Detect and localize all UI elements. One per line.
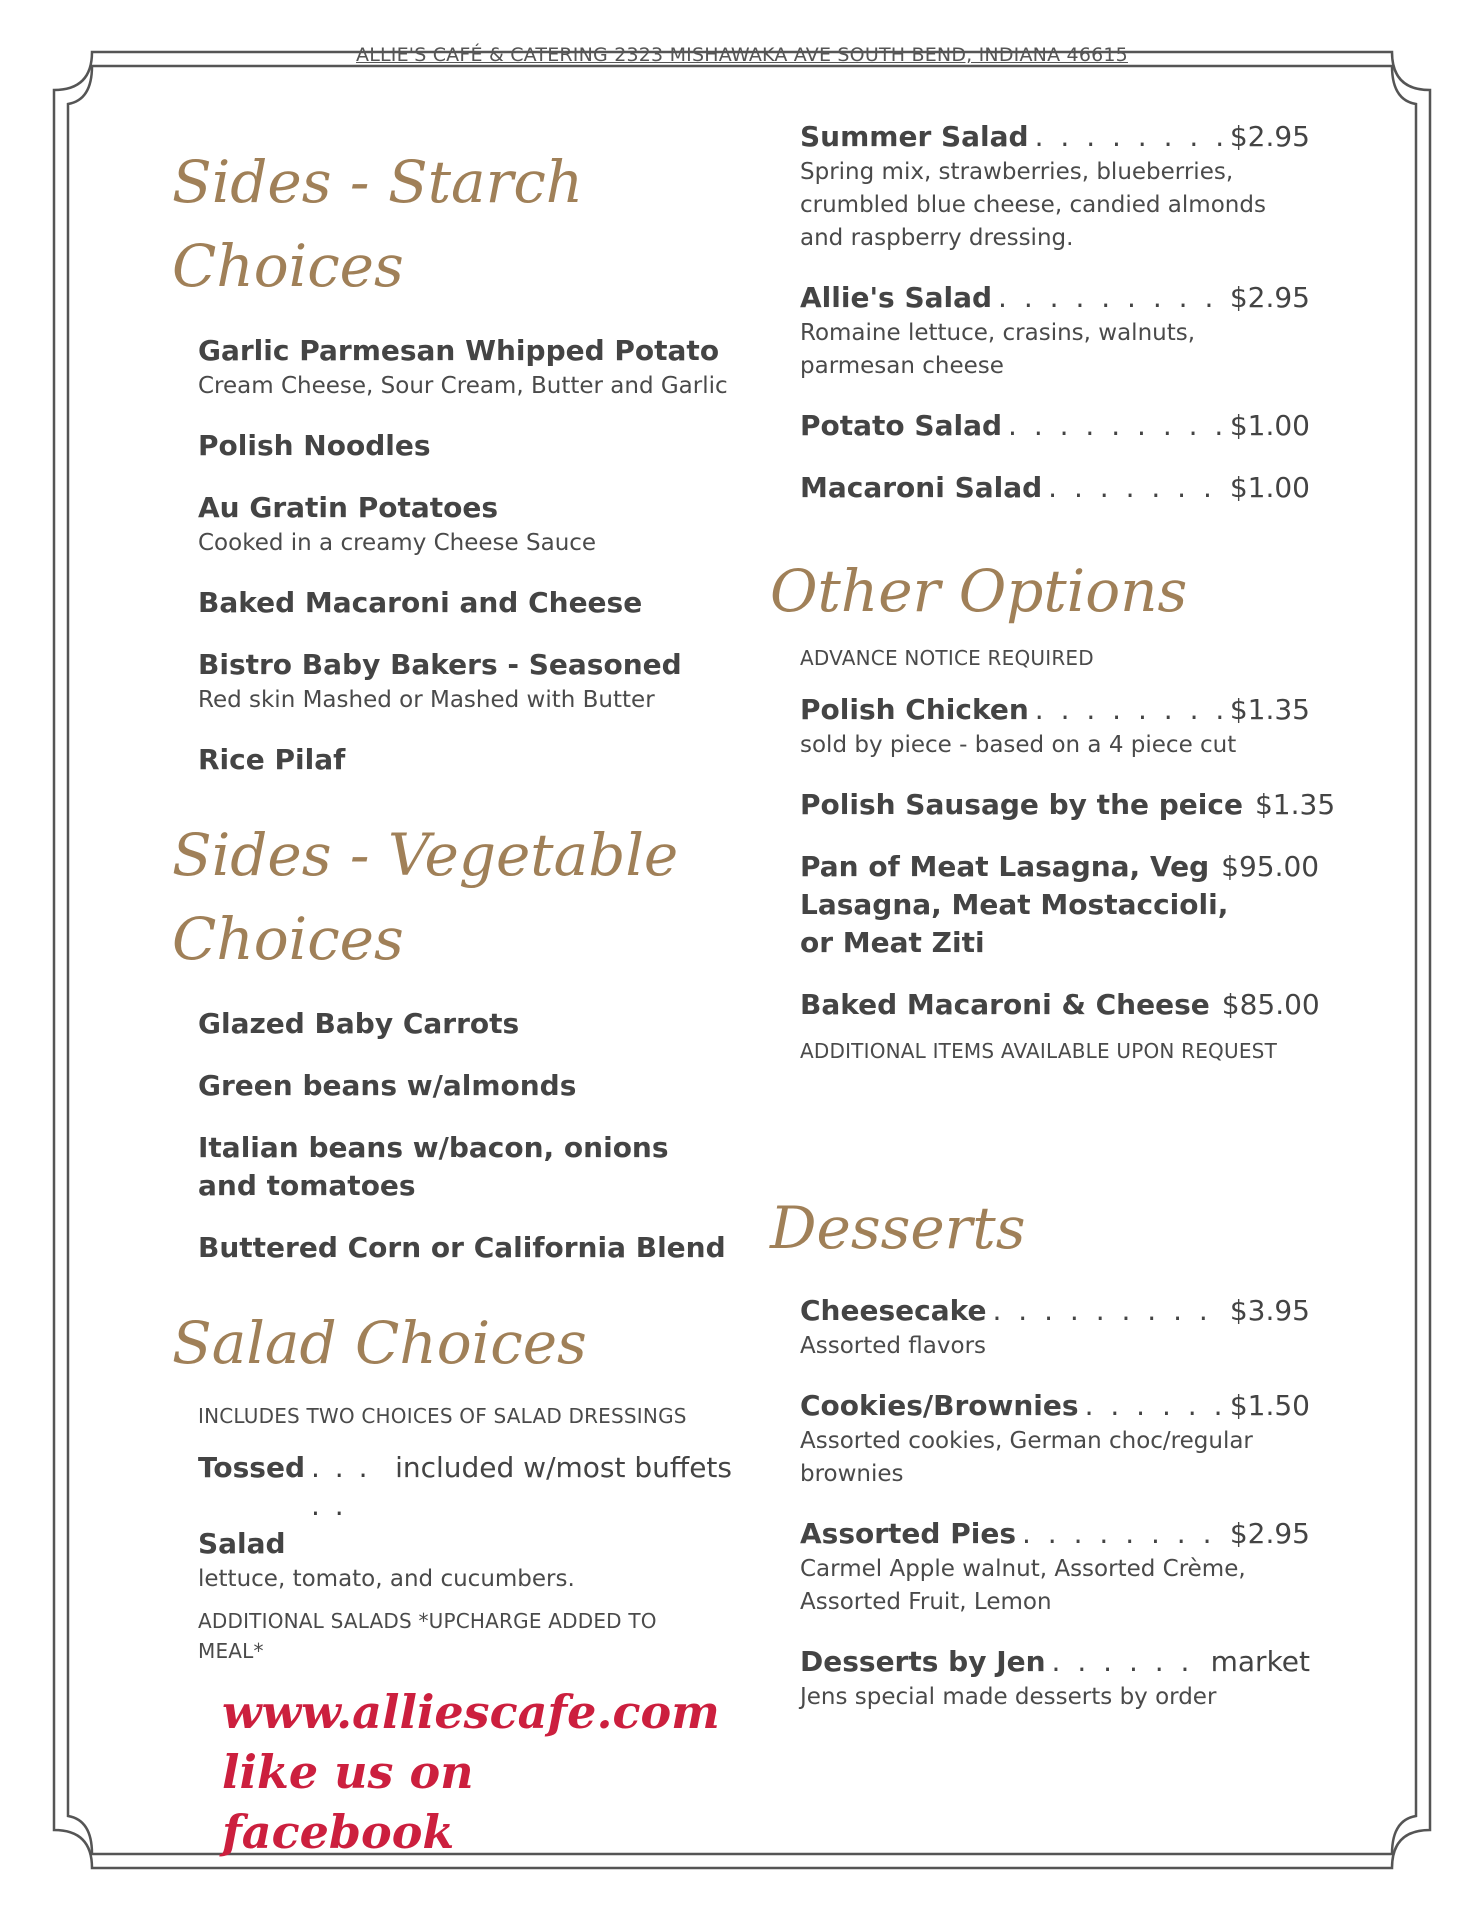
item-name: Bistro Baby Bakers - Seasoned bbox=[198, 648, 682, 681]
list-item bbox=[800, 1387, 1310, 1491]
list-item bbox=[800, 1292, 1310, 1363]
item-name: Tossed bbox=[198, 1451, 305, 1484]
list-item bbox=[800, 691, 1310, 762]
item-name: Desserts by Jen bbox=[800, 1645, 1046, 1678]
item-name: Green beans w/almonds bbox=[198, 1069, 577, 1102]
item-description: Romaine lettuce, crasins, walnuts, parmesan cheese bbox=[800, 320, 1196, 379]
dot-leader bbox=[1022, 1515, 1224, 1553]
item-name: Italian beans w/bacon, onions and tomatoes bbox=[198, 1131, 669, 1202]
item-description: Spring mix, strawberries, blueberries, crumbled blue cheese, candied almonds and raspberry dressing. bbox=[800, 159, 1266, 251]
salad-upcharge-note: ADDITIONAL SALADS *UPCHARGE ADDED TO MEAL* bbox=[198, 1609, 657, 1663]
item-name: Assorted Pies bbox=[800, 1517, 1016, 1550]
additional-items-note: ADDITIONAL ITEMS AVAILABLE UPON REQUEST bbox=[800, 1039, 1277, 1063]
item-price: $85.00 bbox=[1221, 988, 1320, 1021]
list-item bbox=[800, 118, 1310, 255]
item-description: Jens special made desserts by order bbox=[800, 1684, 1217, 1710]
list-item bbox=[800, 407, 1310, 445]
list-item bbox=[198, 332, 732, 403]
item-name: Lasagna, Meat Mostaccioli, or Meat Ziti bbox=[800, 888, 1229, 959]
dot-leader bbox=[1008, 407, 1224, 445]
section-title-vegetable: Sides - Vegetable Choices bbox=[172, 821, 679, 973]
item-price: $95.00 bbox=[1221, 850, 1320, 883]
list-item bbox=[198, 741, 732, 779]
section-title-desserts: Desserts bbox=[770, 1194, 1026, 1262]
list-item bbox=[198, 1129, 732, 1205]
item-name: Potato Salad bbox=[800, 409, 1003, 442]
list-item bbox=[800, 1643, 1310, 1714]
item-name: Pan of Meat Lasagna, Veg bbox=[800, 850, 1210, 883]
dot-leader bbox=[1035, 118, 1224, 156]
dot-leader bbox=[1052, 1643, 1205, 1681]
item-description: Cooked in a creamy Cheese Sauce bbox=[198, 530, 597, 556]
dot-leader bbox=[1048, 469, 1224, 507]
item-name: Macaroni Salad bbox=[800, 471, 1043, 504]
item-price: $1.00 bbox=[1229, 471, 1310, 504]
item-price: $1.00 bbox=[1229, 409, 1310, 442]
item-name: Garlic Parmesan Whipped Potato bbox=[198, 334, 720, 367]
dot-leader bbox=[1085, 1387, 1224, 1425]
item-description: sold by piece - based on a 4 piece cut bbox=[800, 732, 1237, 758]
list-item bbox=[198, 1005, 732, 1043]
section-title-salad: Salad Choices bbox=[172, 1309, 587, 1377]
item-name: Salad bbox=[198, 1527, 286, 1560]
item-name: Rice Pilaf bbox=[198, 743, 346, 776]
facebook-text: like us on facebook bbox=[222, 1745, 474, 1859]
item-description: Assorted flavors bbox=[800, 1333, 987, 1359]
item-name: Allie's Salad bbox=[800, 281, 993, 314]
list-item bbox=[800, 786, 1336, 824]
list-item bbox=[198, 1067, 732, 1105]
dessert-items bbox=[770, 1292, 1310, 1714]
list-item bbox=[800, 1515, 1310, 1619]
item-name: Buttered Corn or California Blend bbox=[198, 1231, 726, 1264]
list-item bbox=[198, 646, 732, 717]
item-name: Summer Salad bbox=[800, 120, 1029, 153]
dot-leader bbox=[992, 1292, 1223, 1330]
salad-note: INCLUDES TWO CHOICES OF SALAD DRESSINGS bbox=[198, 1404, 687, 1428]
item-description: lettuce, tomato, and cucumbers. bbox=[198, 1566, 575, 1592]
item-name: Glazed Baby Carrots bbox=[198, 1007, 520, 1040]
item-price: $2.95 bbox=[1229, 120, 1310, 153]
right-column bbox=[770, 118, 1336, 1714]
list-item bbox=[198, 1229, 732, 1267]
list-item bbox=[800, 848, 1320, 962]
item-name: Baked Macaroni & Cheese bbox=[800, 988, 1210, 1021]
item-description: Assorted cookies, German choc/regular brownies bbox=[800, 1428, 1253, 1487]
item-price: $1.50 bbox=[1229, 1389, 1310, 1422]
starch-items bbox=[172, 332, 732, 779]
vegetable-items bbox=[172, 1005, 732, 1267]
item-description: Red skin Mashed or Mashed with Butter bbox=[198, 687, 655, 713]
section-title-starch: Sides - Starch Choices bbox=[172, 148, 584, 300]
item-name: Polish Noodles bbox=[198, 429, 431, 462]
promo-text bbox=[222, 1682, 720, 1862]
business-address: ALLIE'S CAFÉ & CATERING 2323 MISHAWAKA AVE SOUTH BEND, INDIANA 46615 bbox=[356, 44, 1128, 66]
other-items bbox=[770, 643, 1336, 1066]
item-name: Au Gratin Potatoes bbox=[198, 491, 499, 524]
item-description: Carmel Apple walnut, Assorted Crème, Assorted Fruit, Lemon bbox=[800, 1556, 1246, 1615]
list-item bbox=[198, 584, 732, 622]
dot-leader bbox=[1035, 691, 1224, 729]
left-column bbox=[172, 140, 732, 1666]
item-description: Cream Cheese, Sour Cream, Butter and Garlic bbox=[198, 373, 728, 399]
item-name: Polish Sausage by the peice bbox=[800, 788, 1243, 821]
item-price: $3.95 bbox=[1229, 1294, 1310, 1327]
item-name: Cookies/Brownies bbox=[800, 1389, 1079, 1422]
list-item bbox=[800, 469, 1310, 507]
item-price: $2.95 bbox=[1229, 1517, 1310, 1550]
item-name: Polish Chicken bbox=[800, 693, 1029, 726]
salad-items bbox=[172, 1401, 732, 1666]
list-item bbox=[800, 986, 1320, 1024]
item-price: $1.35 bbox=[1229, 693, 1310, 726]
list-item: Tossed . . . . . included w/most buffets Salad lettuce, tomato, and cucumbers. bbox=[198, 1449, 732, 1596]
item-name: Baked Macaroni and Cheese bbox=[198, 586, 643, 619]
item-price: included w/most buffets bbox=[395, 1451, 732, 1484]
advance-notice: ADVANCE NOTICE REQUIRED bbox=[800, 646, 1094, 670]
item-name: Cheesecake bbox=[800, 1294, 987, 1327]
salad-price-list bbox=[770, 118, 1310, 507]
item-price: market bbox=[1210, 1645, 1310, 1678]
dot-leader bbox=[998, 279, 1224, 317]
website-link[interactable]: www.alliescafe.com bbox=[222, 1685, 720, 1739]
section-title-other: Other Options bbox=[770, 557, 1188, 625]
item-price: $1.35 bbox=[1254, 788, 1336, 821]
list-item bbox=[198, 489, 732, 560]
list-item bbox=[198, 427, 732, 465]
item-price: $2.95 bbox=[1229, 281, 1310, 314]
list-item bbox=[800, 279, 1310, 383]
